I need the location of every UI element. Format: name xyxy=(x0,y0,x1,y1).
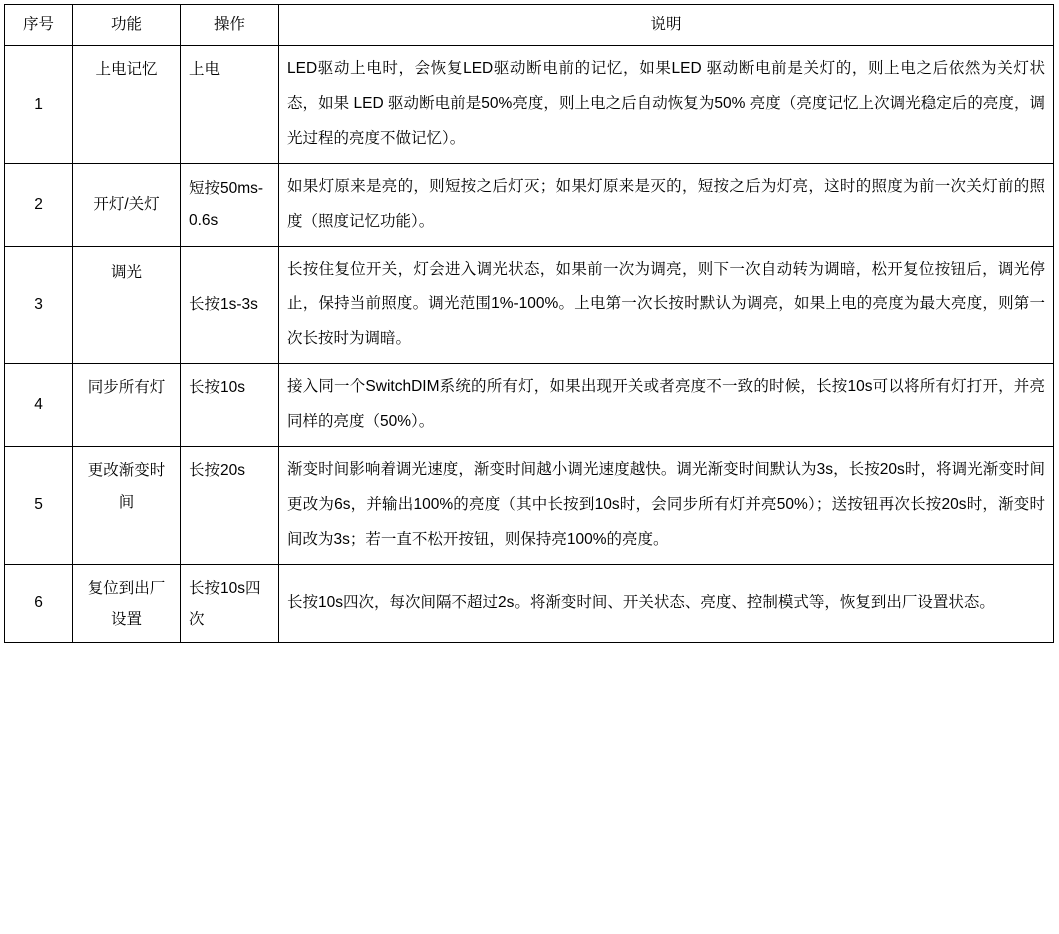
cell-no: 1 xyxy=(5,46,73,164)
cell-function: 上电记忆 xyxy=(73,46,181,164)
table-row xyxy=(5,246,1054,364)
table-header-row xyxy=(5,5,1054,46)
cell-no: 2 xyxy=(5,163,73,246)
cell-function: 复位到出厂设置 xyxy=(73,564,181,643)
header-cell-operation: 操作 xyxy=(181,5,279,46)
cell-description: 接入同一个SwitchDIM系统的所有灯，如果出现开关或者亮度不一致的时候，长按10s可以将所有灯打开，并亮同样的亮度（50%）。 xyxy=(279,364,1054,447)
cell-function: 调光 xyxy=(73,246,181,364)
table-row xyxy=(5,564,1054,643)
table-header xyxy=(5,5,1054,46)
table-row xyxy=(5,446,1054,564)
table-row xyxy=(5,364,1054,447)
cell-operation: 长按10s xyxy=(181,364,279,447)
cell-description: 长按住复位开关，灯会进入调光状态，如果前一次为调亮，则下一次自动转为调暗，松开复位按钮后，调光停止，保持当前照度。调光范围1%-100%。上电第一次长按时默认为调亮，如果上电的亮度为最大亮度，则第一次长按时为调暗。 xyxy=(279,246,1054,364)
cell-no: 5 xyxy=(5,446,73,564)
cell-no: 3 xyxy=(5,246,73,364)
cell-description: LED驱动上电时，会恢复LED驱动断电前的记忆，如果LED 驱动断电前是关灯的，则上电之后依然为关灯状态，如果 LED 驱动断电前是50%亮度，则上电之后自动恢复为50% 亮度（亮度记忆上次调光稳定后的亮度，调光过程的亮度不做记忆）。 xyxy=(279,46,1054,164)
table-body xyxy=(5,46,1054,643)
header-cell-no: 序号 xyxy=(5,5,73,46)
function-spec-table xyxy=(4,4,1054,643)
table-row xyxy=(5,163,1054,246)
cell-no: 4 xyxy=(5,364,73,447)
cell-function: 更改渐变时间 xyxy=(73,446,181,564)
cell-description: 渐变时间影响着调光速度，渐变时间越小调光速度越快。调光渐变时间默认为3s，长按20s时，将调光渐变时间更改为6s，并输出100%的亮度（其中长按到10s时，会同步所有灯并亮50%）；送按钮再次长按20s时，渐变时间改为3s；若一直不松开按钮，则保持亮100%的亮度。 xyxy=(279,446,1054,564)
cell-operation: 长按10s四次 xyxy=(181,564,279,643)
cell-no: 6 xyxy=(5,564,73,643)
cell-operation: 上电 xyxy=(181,46,279,164)
header-cell-function: 功能 xyxy=(73,5,181,46)
cell-function: 开灯/关灯 xyxy=(73,163,181,246)
cell-operation: 长按1s-3s xyxy=(181,246,279,364)
cell-description: 如果灯原来是亮的，则短按之后灯灭；如果灯原来是灭的，短按之后为灯亮，这时的照度为前一次关灯前的照度（照度记忆功能）。 xyxy=(279,163,1054,246)
cell-function: 同步所有灯 xyxy=(73,364,181,447)
cell-operation: 长按20s xyxy=(181,446,279,564)
cell-operation: 短按50ms-0.6s xyxy=(181,163,279,246)
cell-description: 长按10s四次，每次间隔不超过2s。将渐变时间、开关状态、亮度、控制模式等，恢复到出厂设置状态。 xyxy=(279,564,1054,643)
table-row xyxy=(5,46,1054,164)
header-cell-description: 说明 xyxy=(279,5,1054,46)
